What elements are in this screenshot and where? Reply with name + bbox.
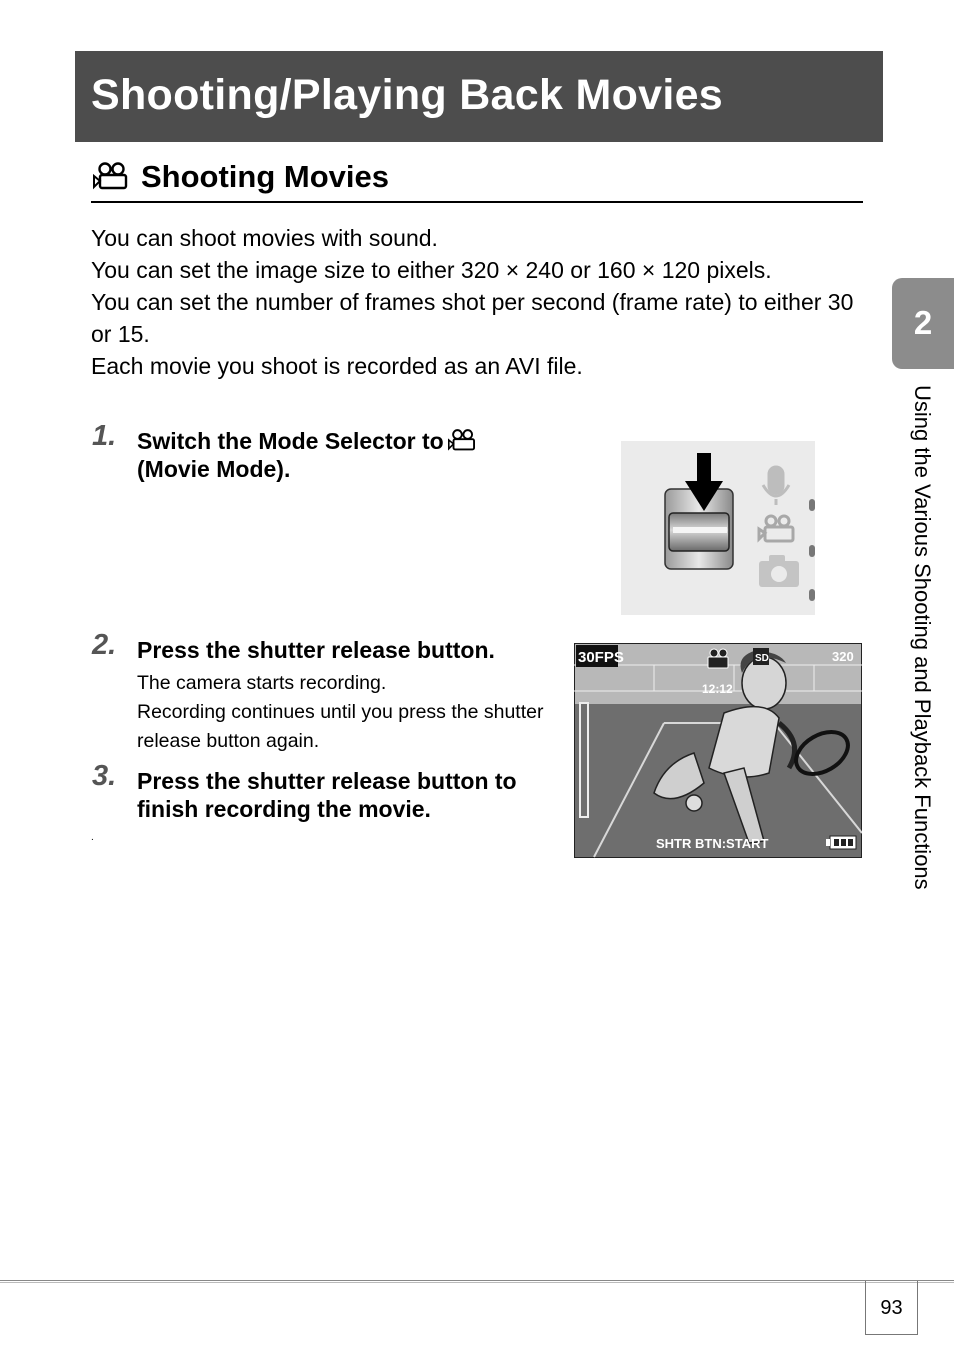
step-1-title-text-2: (Movie Mode). [137, 456, 291, 482]
image-size-label: 320 [832, 649, 854, 664]
step-2-desc-line: Recording continues until you press the shutter release button again. [137, 701, 544, 752]
step-2-title: Press the shutter release button. [137, 637, 495, 663]
intro-text [91, 222, 861, 382]
footnote-mark: . [91, 832, 94, 843]
step-2-desc-line: The camera starts recording. [137, 672, 387, 694]
title-bar [75, 51, 883, 142]
movie-mode-icon [708, 649, 728, 668]
footer-divider [0, 1280, 954, 1281]
intro-line: You can set the number of frames shot per second (frame rate) to either 30 or 15. [91, 289, 854, 347]
step-3-title: Press the shutter release button to finish recording the movie. [137, 768, 517, 822]
step-3-number: 3. [92, 760, 117, 792]
step-1-title [137, 427, 557, 483]
page-number: 93 [880, 1297, 903, 1319]
step-1-title-text: Switch the Mode Selector to [137, 428, 444, 454]
page-title: Shooting/Playing Back Movies [91, 71, 724, 119]
hint-label: SHTR BTN:START [656, 836, 769, 851]
step-2-number: 2. [92, 629, 117, 661]
time-label: 12:12 [702, 682, 733, 696]
intro-line: You can shoot movies with sound. [91, 225, 438, 251]
step-2-description [137, 669, 557, 756]
intro-line: You can set the image size to either 320 × 240 or 160 × 120 pixels. [91, 257, 772, 283]
battery-icon [826, 836, 856, 849]
movie-camera-icon [448, 428, 478, 452]
movie-camera-icon [93, 161, 131, 191]
fps-label: 30FPS [578, 649, 624, 666]
chapter-tab [892, 278, 954, 369]
section-title: Shooting Movies [141, 159, 389, 194]
intro-line: Each movie you shoot is recorded as an AVI file. [91, 353, 583, 379]
step-1-number: 1. [92, 420, 117, 452]
chapter-number: 2 [913, 304, 933, 341]
page-number-box [865, 1281, 918, 1335]
camera-screen-illustration [574, 643, 862, 858]
sd-card-label: SD [755, 653, 769, 664]
mode-selector-illustration [621, 441, 815, 615]
chapter-title-vertical: Using the Various Shooting and Playback Functions [910, 385, 935, 890]
section-heading [91, 155, 863, 203]
footer-divider [0, 1282, 954, 1283]
